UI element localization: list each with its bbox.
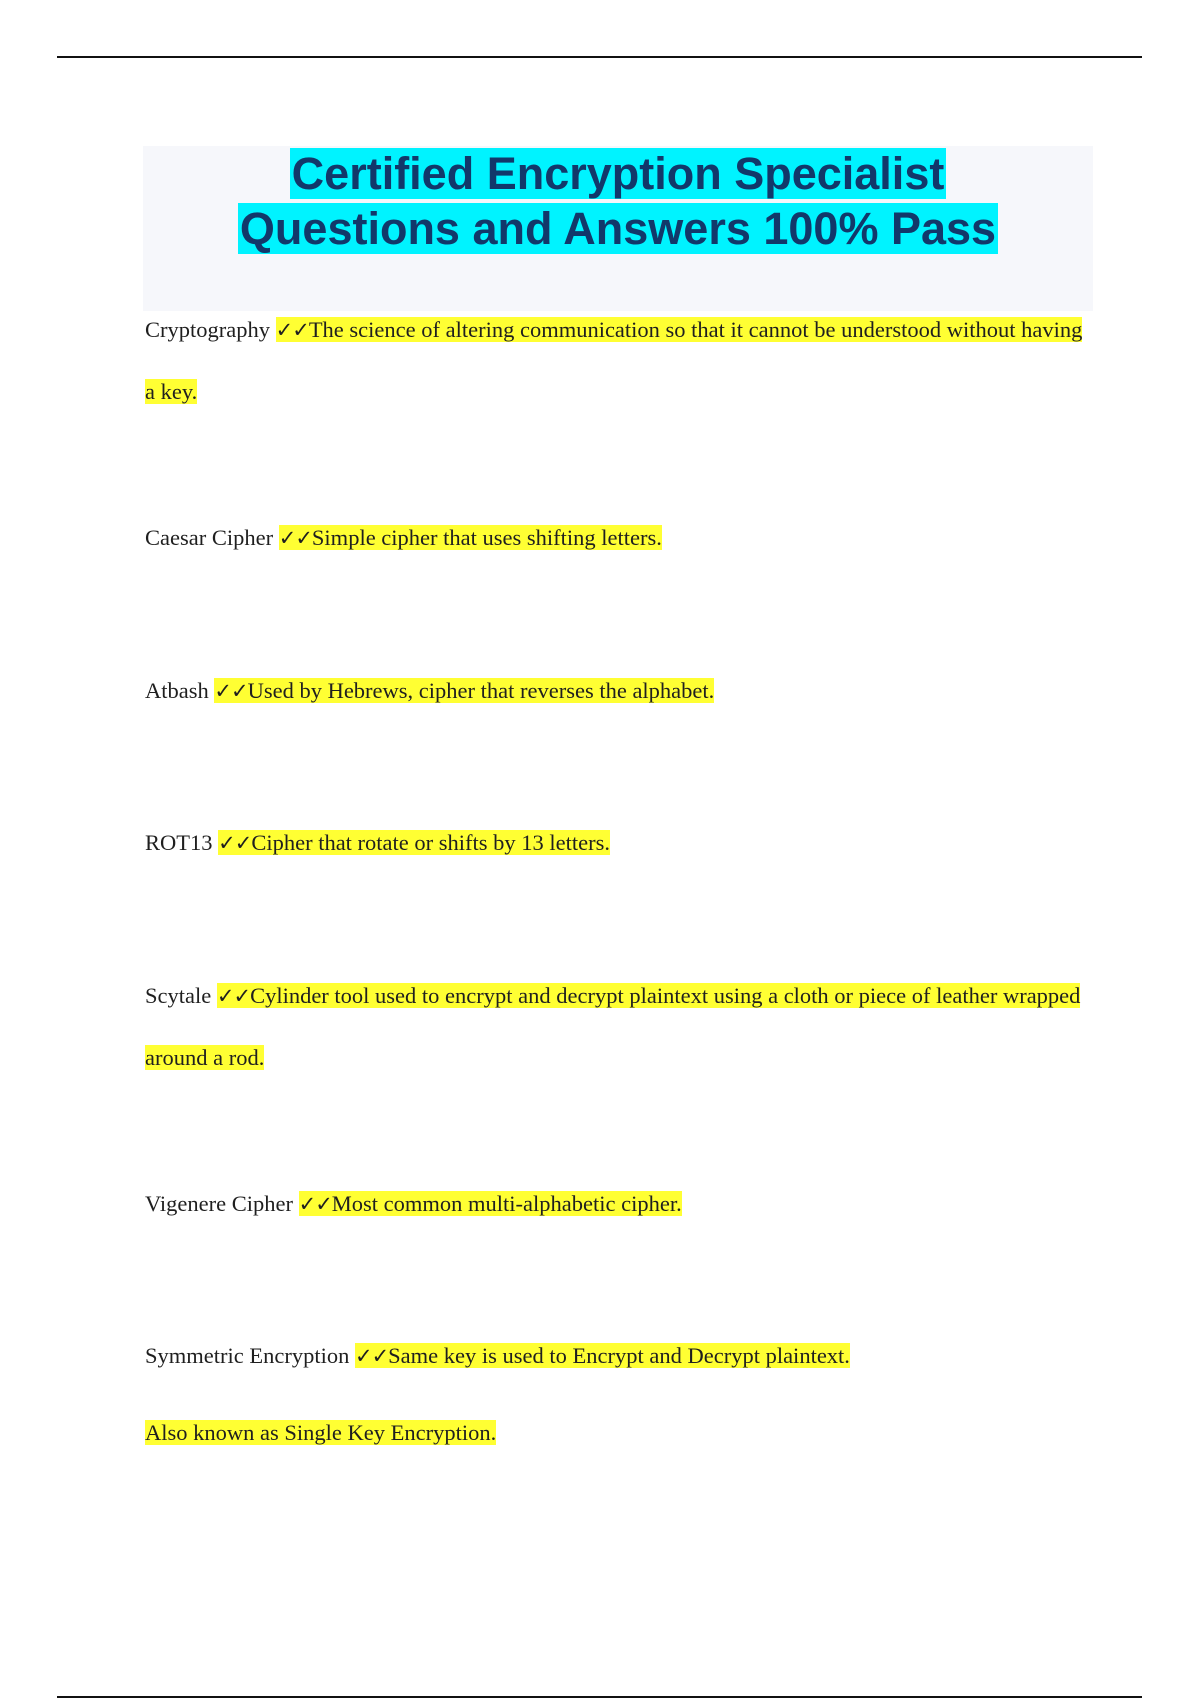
footer-rule bbox=[57, 1696, 1142, 1698]
qa-answer bbox=[279, 525, 662, 550]
qa-answer bbox=[145, 983, 1080, 1070]
title-block bbox=[143, 146, 1093, 311]
qa-answer-text: Same key is used to Encrypt and Decrypt plaintext. bbox=[388, 1343, 850, 1368]
qa-entry-symmetric-encryption-extra bbox=[145, 1402, 1090, 1463]
qa-answer bbox=[218, 830, 610, 855]
qa-entry-symmetric-encryption bbox=[145, 1325, 1090, 1387]
qa-entry-atbash bbox=[145, 660, 1090, 722]
qa-term: Scytale bbox=[145, 983, 212, 1008]
title-line-2: Questions and Answers 100% Pass bbox=[239, 203, 997, 254]
qa-answer-text: Cylinder tool used to encrypt and decrypt plaintext using a cloth or piece of leather wrapped around a rod. bbox=[145, 983, 1081, 1070]
document-title bbox=[143, 146, 1093, 256]
double-check-icon: ✓✓ bbox=[354, 1344, 389, 1368]
qa-answer-text: Most common multi-alphabetic cipher. bbox=[331, 1191, 682, 1216]
qa-term: Caesar Cipher bbox=[145, 525, 274, 550]
title-line-1: Certified Encryption Specialist bbox=[291, 148, 945, 199]
double-check-icon: ✓✓ bbox=[298, 1192, 332, 1216]
qa-answer bbox=[145, 317, 1082, 404]
qa-term: ROT13 bbox=[145, 830, 213, 855]
double-check-icon: ✓✓ bbox=[275, 318, 309, 342]
double-check-icon: ✓✓ bbox=[214, 679, 248, 703]
double-check-icon: ✓✓ bbox=[278, 526, 312, 550]
double-check-icon: ✓✓ bbox=[216, 984, 251, 1008]
qa-term: Symmetric Encryption bbox=[145, 1343, 350, 1368]
qa-answer-extra: Also known as Single Key Encryption. bbox=[145, 1420, 497, 1445]
qa-entry-cryptography bbox=[145, 299, 1090, 422]
qa-term: Cryptography bbox=[145, 317, 270, 342]
qa-entry-caesar-cipher bbox=[145, 507, 1090, 569]
qa-answer-text: Cipher that rotate or shifts by 13 letters. bbox=[251, 830, 610, 855]
qa-answer bbox=[214, 678, 714, 703]
qa-entry-vigenere-cipher bbox=[145, 1173, 1090, 1235]
qa-term: Vigenere Cipher bbox=[145, 1191, 293, 1216]
qa-answer-text: Simple cipher that uses shifting letters. bbox=[311, 525, 662, 550]
double-check-icon: ✓✓ bbox=[218, 831, 252, 855]
qa-answer-text: Used by Hebrews, cipher that reverses the alphabet. bbox=[247, 678, 715, 703]
qa-answer bbox=[355, 1343, 850, 1368]
qa-answer bbox=[299, 1191, 682, 1216]
qa-entry-scytale bbox=[145, 965, 1090, 1088]
qa-entry-rot13 bbox=[145, 812, 1090, 874]
header-rule bbox=[57, 56, 1142, 58]
qa-answer-text: The science of altering communication so that it cannot be understood without having a key. bbox=[145, 317, 1083, 404]
qa-term: Atbash bbox=[145, 678, 209, 703]
